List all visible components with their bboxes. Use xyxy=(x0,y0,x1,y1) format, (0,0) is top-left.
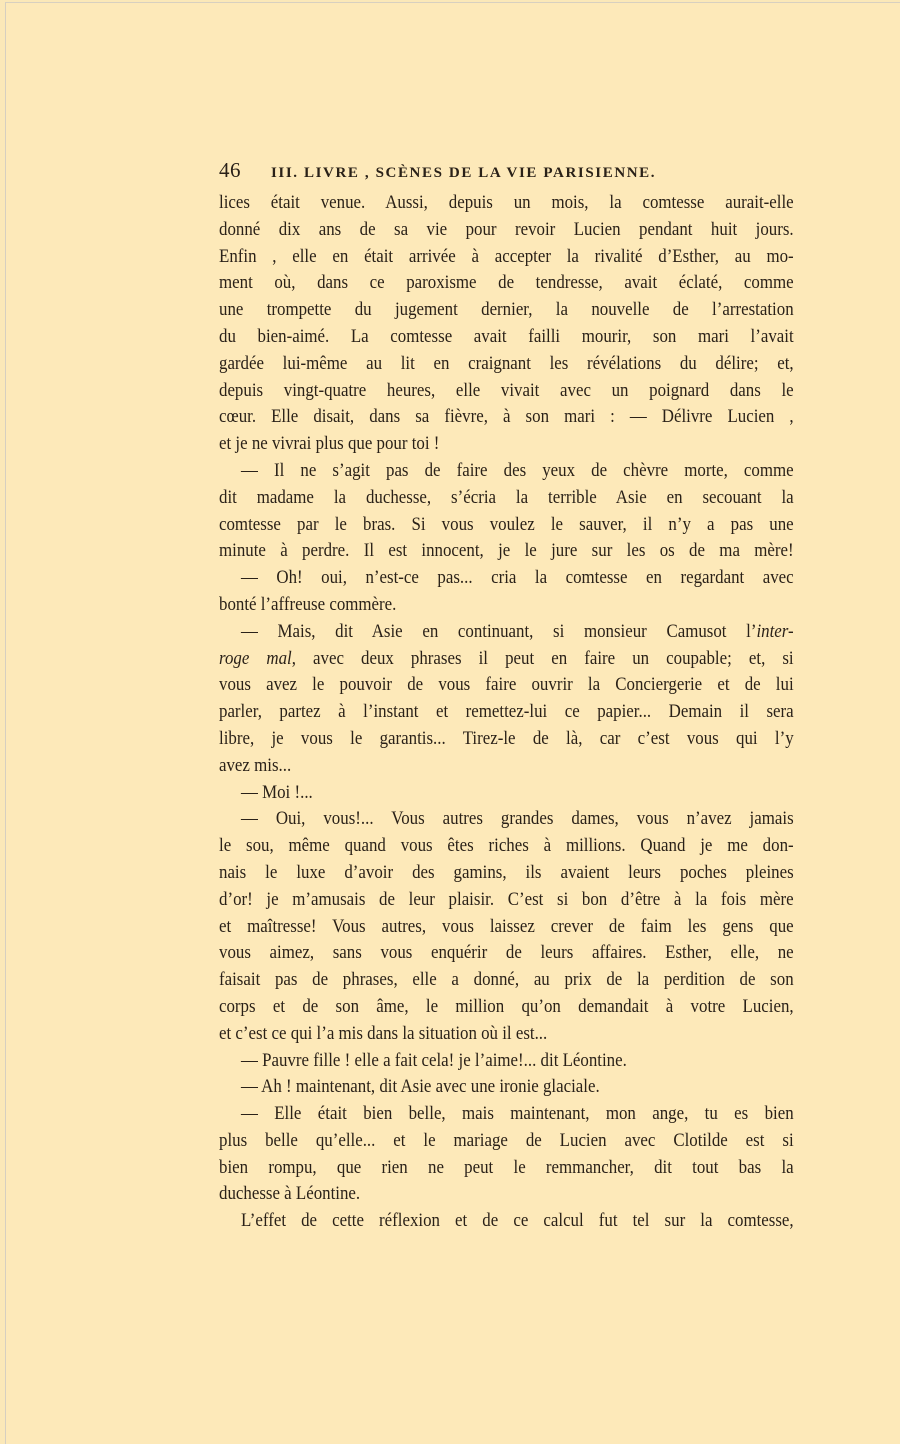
text-line: du bien-aimé. La comtesse avait failli mourir, son mari l’avait xyxy=(219,325,794,347)
text-line: lices était venue. Aussi, depuis un mois, la comtesse aurait-elle xyxy=(219,192,794,213)
text-line: avez mis... xyxy=(219,754,292,776)
text-line: donné dix ans de sa vie pour revoir Lucien pendant huit jours. xyxy=(219,218,794,240)
text-line: d’or! je m’amusais de leur plaisir. C’est si bon d’être à la fois mère xyxy=(219,888,794,910)
text-line: corps et de son âme, le million qu’on demandait à votre Lucien, xyxy=(219,995,794,1017)
text-line: minute à perdre. Il est innocent, je le jure sur les os de ma mère! xyxy=(219,540,794,562)
text-line: cœur. Elle disait, dans sa fièvre, à son mari : — Délivre Lucien , xyxy=(219,406,794,428)
page-number: 46 xyxy=(219,158,241,182)
text-line: — Elle était bien belle, mais maintenant, mon ange, tu es bien xyxy=(241,1103,794,1125)
text-line: bonté l’affreuse commère. xyxy=(219,593,397,615)
text-line: dit madame la duchesse, s’écria la terrible Asie en secouant la xyxy=(219,486,794,508)
text-line: comtesse par le bras. Si vous voulez le sauver, il n’y a pas une xyxy=(219,513,794,535)
text-line: une trompette du jugement dernier, la nouvelle de l’arrestation xyxy=(219,299,794,321)
text-line: bien rompu, que rien ne peut le remmancher, dit tout bas la xyxy=(219,1156,794,1178)
text-line: nais le luxe d’avoir des gamins, ils avaient leurs poches pleines xyxy=(219,861,794,883)
text-line: et je ne vivrai plus que pour toi ! xyxy=(219,433,440,455)
text-line: L’effet de cette réflexion et de ce calcul fut tel sur la comtesse, xyxy=(241,1210,794,1232)
text-line: et maîtresse! Vous autres, vous laissez crever de faim les gens que xyxy=(219,915,794,937)
text-line: — Pauvre fille ! elle a fait cela! je l’aime!... dit Léontine. xyxy=(241,1049,627,1071)
text-line: parler, partez à l’instant et remettez-lui ce papier... Demain il sera xyxy=(219,701,794,723)
running-head: III. LIVRE , SCÈNES DE LA VIE PARISIENNE. xyxy=(271,165,657,181)
text-line: duchesse à Léontine. xyxy=(219,1183,361,1205)
text-line: ment où, dans ce paroxisme de tendresse, avait éclaté, comme xyxy=(219,272,794,294)
text-line: vous avez le pouvoir de vous faire ouvrir la Conciergerie et de lui xyxy=(219,674,794,696)
body-text xyxy=(219,190,794,1235)
text-line: gardée lui-même au lit en craignant les révélations du délire; et, xyxy=(219,352,794,374)
text-line: et c’est ce qui l’a mis dans la situation où il est... xyxy=(219,1022,548,1044)
text-line: le sou, même quand vous êtes riches à millions. Quand je me don- xyxy=(219,835,794,857)
text-line: — Oui, vous!... Vous autres grandes dames, vous n’avez jamais xyxy=(241,808,794,830)
text-line: libre, je vous le garantis... Tirez-le de là, car c’est vous qui l’y xyxy=(219,727,794,749)
text-line: — Il ne s’agit pas de faire des yeux de chèvre morte, comme xyxy=(241,459,794,481)
text-line: roge mal, avec deux phrases il peut en faire un coupable; et, si xyxy=(219,647,794,669)
italic-text: roge mal xyxy=(219,647,292,669)
text-line: — Mais, dit Asie en continuant, si monsieur Camusot l’inter- xyxy=(241,620,794,642)
text-line: plus belle qu’elle... et le mariage de Lucien avec Clotilde est si xyxy=(219,1129,794,1151)
text-line: vous aimez, sans vous enquérir de leurs affaires. Esther, elle, ne xyxy=(219,942,794,964)
page-header xyxy=(219,158,794,183)
text-line: — Oh! oui, n’est-ce pas... cria la comtesse en regardant avec xyxy=(241,567,794,589)
text-line: — Moi !... xyxy=(241,781,313,803)
text-line: Enfin , elle en était arrivée à accepter la rivalité d’Esther, au mo- xyxy=(219,245,794,267)
text-line: faisait pas de phrases, elle a donné, au prix de la perdition de son xyxy=(219,969,794,991)
text-line: depuis vingt-quatre heures, elle vivait avec un poignard dans le xyxy=(219,379,794,401)
text-line: — Ah ! maintenant, dit Asie avec une ironie glaciale. xyxy=(241,1076,600,1098)
italic-text: inter- xyxy=(756,620,794,642)
